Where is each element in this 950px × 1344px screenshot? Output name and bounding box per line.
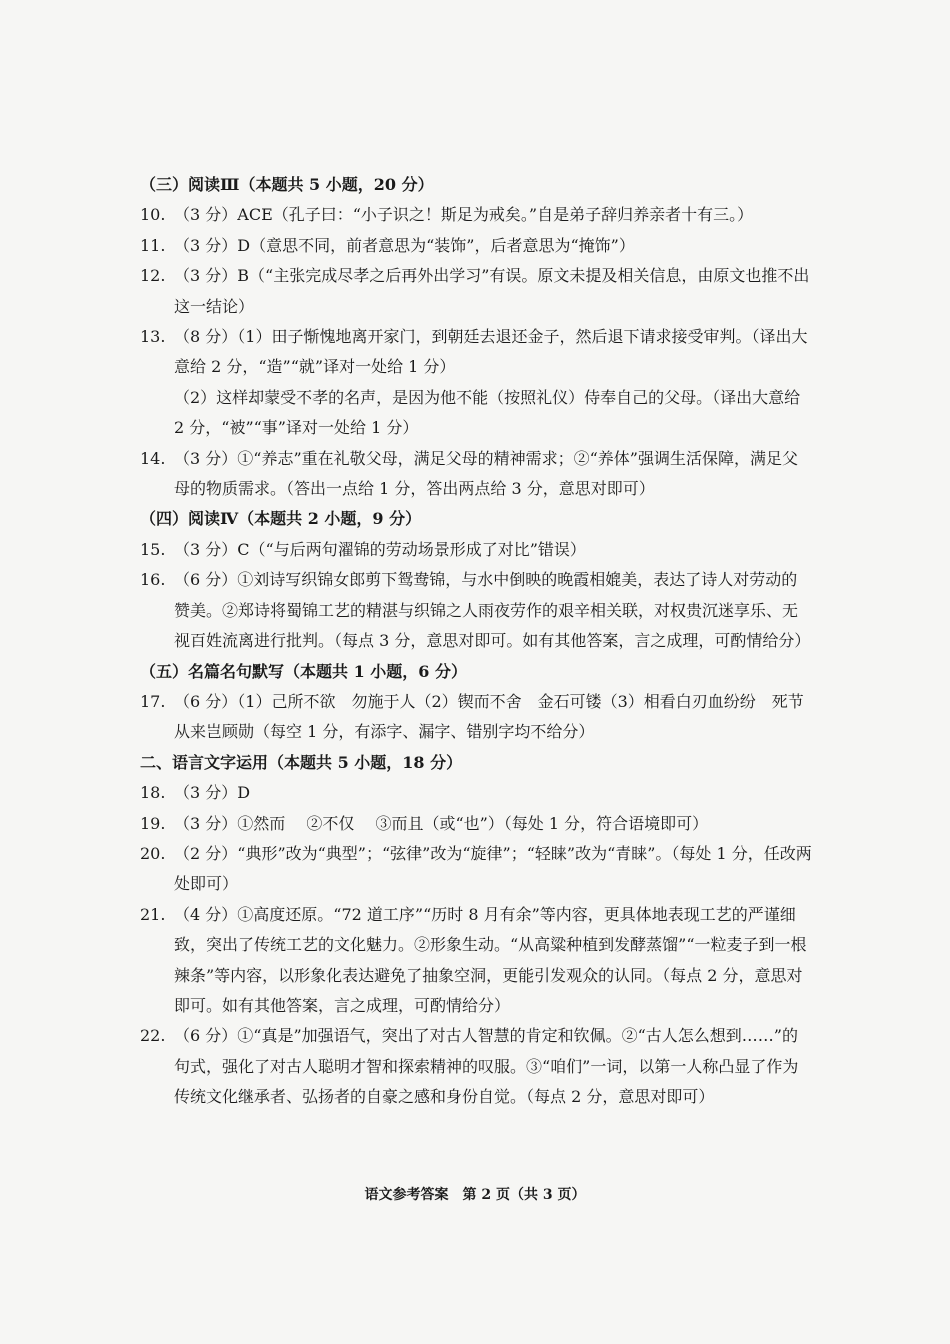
- answer-number: 14.: [140, 448, 166, 468]
- answer-text: （3 分）D（意思不同，前者意思为“装饰”，后者意思为“掩饰”）: [174, 235, 635, 255]
- answer-number: 12.: [140, 266, 166, 286]
- section-heading: （三）阅读Ⅲ（本题共 5 小题，20 分）: [140, 175, 434, 194]
- answer-item: [140, 809, 812, 839]
- answer-item: [140, 261, 812, 322]
- answer-number: 21.: [140, 904, 166, 924]
- answer-number: 15.: [140, 539, 166, 559]
- answer-text: （3 分）D: [174, 783, 251, 803]
- answer-text: （3 分）B（“主张完成尽孝之后再外出学习”有误。原文未提及相关信息，由原文也推不出这一结论）: [174, 266, 810, 316]
- answer-text: （2）这样却蒙受不孝的名声，是因为他不能（按照礼仪）侍奉自己的父母。（译出大意给 2 分，“被”“事”译对一处给 1 分）: [174, 387, 801, 438]
- answer-item: [140, 778, 812, 808]
- answer-item: [140, 535, 812, 565]
- answer-text: （6 分）①“真是”加强语气，突出了对古人智慧的肯定和钦佩。②“古人怎么想到……”的句式，强化了对古人聪明才智和探索精神的叹服。③“咱们”一词，以第一人称凸显了作为传统文化继承者、弘扬者的自豪之感和身份自觉。（每点 2 分，意思对即可）: [174, 1026, 799, 1107]
- answer-text: （2 分）“典形”改为“典型”；“弦律”改为“旋律”；“轻睐”改为“青睐”。（每处 1 分，任改两处即可）: [174, 843, 812, 894]
- page-footer: 语文参考答案 第 2 页（共 3 页）: [364, 1187, 586, 1203]
- answer-item: [140, 900, 812, 1022]
- answer-number: 19.: [140, 813, 166, 833]
- answer-text: （8 分）（1）田子惭愧地离开家门，到朝廷去退还金子，然后退下请求接受审判。（译出大意给 2 分，“造”“就”译对一处给 1 分）: [174, 327, 808, 377]
- answer-item: [140, 687, 812, 748]
- section-heading: 二、语言文字运用（本题共 5 小题，18 分）: [140, 752, 463, 772]
- answer-text: （3 分）ACE（孔子曰：“小子识之！斯足为戒矣。”自是弟子辞归养亲者十有三。）: [174, 205, 754, 225]
- section-heading: （四）阅读Ⅳ（本题共 2 小题，9 分）: [140, 509, 422, 529]
- answer-number: 16.: [140, 570, 166, 590]
- answer-text: （3 分）C（“与后两句濯锦的劳动场景形成了对比”错误）: [174, 539, 586, 559]
- answer-text: （3 分）①然而 ②不仅 ③而且（或“也”）（每处 1 分，符合语境即可）: [174, 813, 709, 833]
- answer-item: [140, 565, 812, 656]
- answer-item: [140, 444, 812, 505]
- answer-item: [140, 322, 812, 444]
- answer-number: 17.: [140, 691, 166, 711]
- answer-item: [140, 200, 812, 230]
- answer-item: [140, 1021, 812, 1112]
- answer-number: 22.: [140, 1026, 166, 1046]
- answer-number: 11.: [140, 235, 166, 255]
- answer-text: （4 分）①高度还原。“72 道工序”“历时 8 月有余”等内容，更具体地表现工艺的严谨细致，突出了传统工艺的文化魅力。②形象生动。“从高粱种植到发酵蒸馏”“一粒麦子到一根辣条”等内容，以形象化表达避免了抽象空洞，更能引发观众的认同。（每点 2 分，意思对即可。如有其他答案，言之成理，可酌情给分）: [174, 904, 807, 1015]
- answer-number: 20.: [140, 843, 166, 863]
- answer-number: 10.: [140, 205, 166, 225]
- answer-number: 13.: [140, 327, 166, 347]
- answer-content: [140, 170, 812, 1113]
- answer-number: 18.: [140, 783, 166, 803]
- section-heading: （五）名篇名句默写（本题共 1 小题，6 分）: [140, 661, 467, 681]
- answer-text: （6 分）①刘诗写织锦女郎剪下鸳鸯锦，与水中倒映的晚霞相媲美，表达了诗人对劳动的赞美。②郑诗将蜀锦工艺的精湛与织锦之人雨夜劳作的艰辛相关联，对权贵沉迷享乐、无视百姓流离进行批判。（每点 3 分，意思对即可。如有其他答案，言之成理，可酌情给分）: [174, 570, 811, 651]
- answer-item: [140, 839, 812, 900]
- answer-item: [140, 231, 812, 261]
- answer-text: （6 分）（1）己所不欲 勿施于人（2）锲而不舍 金石可镂（3）相看白刃血纷纷 死节从来岂顾勋（每空 1 分，有添字、漏字、错别字均不给分）: [174, 691, 804, 742]
- answer-text: （3 分）①“养志”重在礼敬父母，满足父母的精神需求；②“养体”强调生活保障，满足父母的物质需求。（答出一点给 1 分，答出两点给 3 分，意思对即可）: [174, 448, 798, 499]
